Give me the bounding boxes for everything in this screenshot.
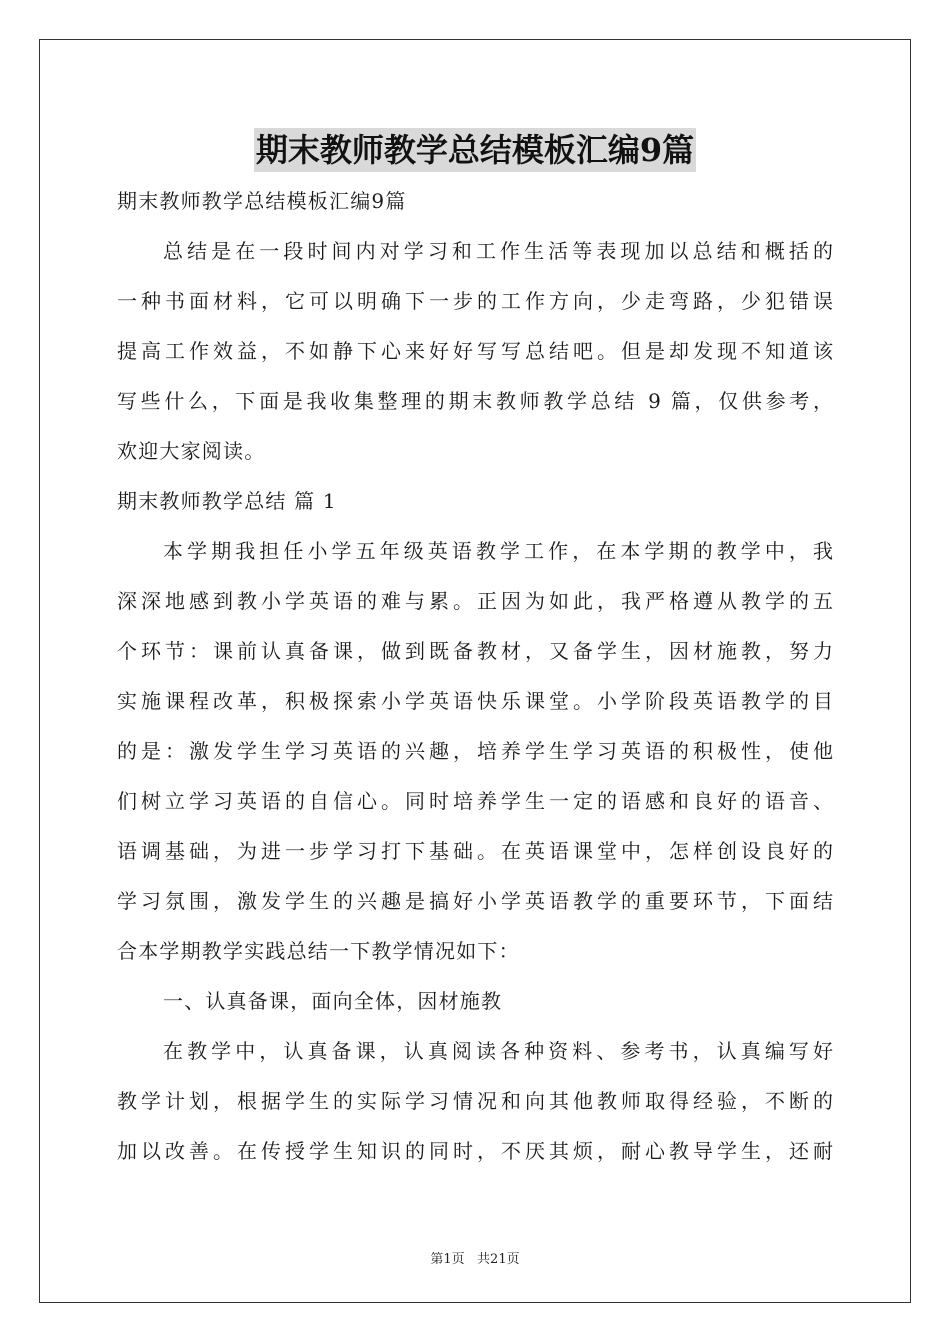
text-line: 在教学中，认真备课，认真阅读各种资料、参考书，认真编写好 [163, 1039, 833, 1063]
text-line: 加以改善。在传授学生知识的同时，不厌其烦，耐心教导学生，还耐 [117, 1139, 833, 1163]
text-line: 一、认真备课，面向全体，因材施教 [163, 989, 503, 1013]
text-line: 期末教师教学总结模板汇编9篇 [117, 189, 407, 213]
text-line: 的是：激发学生学习英语的兴趣，培养学生学习英语的积极性，使他 [117, 739, 833, 763]
text-line: 合本学期教学实践总结一下教学情况如下： [117, 939, 520, 963]
text-line: 写些什么，下面是我收集整理的期末教师教学总结 9 篇，仅供参考， [117, 389, 833, 413]
page-footer [0, 1248, 950, 1267]
text-line: 一种书面材料，它可以明确下一步的工作方向，少走弯路，少犯错误 [117, 289, 833, 313]
text-line: 学习氛围，激发学生的兴趣是搞好小学英语教学的重要环节，下面结 [117, 889, 833, 913]
text-line: 语调基础，为进一步学习打下基础。在英语课堂中，怎样创设良好的 [117, 839, 833, 863]
text-line: 个环节：课前认真备课，做到既备教材，又备学生，因材施教，努力 [117, 639, 833, 663]
text-line: 们树立学习英语的自信心。同时培养学生一定的语感和良好的语音、 [117, 789, 833, 813]
text-line: 本学期我担任小学五年级英语教学工作，在本学期的教学中，我 [163, 539, 833, 563]
title-wrap [117, 128, 833, 172]
text-line: 教学计划，根据学生的实际学习情况和向其他教师取得经验，不断的 [117, 1089, 833, 1113]
text-line: 实施课程改革，积极探索小学英语快乐课堂。小学阶段英语教学的目 [117, 689, 833, 713]
text-line: 期末教师教学总结 篇 1 [117, 489, 337, 513]
text-line: 总结是在一段时间内对学习和工作生活等表现加以总结和概括的 [163, 239, 833, 263]
page-number: 第1页 共21页 [430, 1252, 520, 1267]
text-line: 深深地感到教小学英语的难与累。正因为如此，我严格遵从教学的五 [117, 589, 833, 613]
document-title: 期末教师教学总结模板汇编9篇 [254, 128, 696, 172]
text-lines [117, 176, 833, 1176]
text-line: 提高工作效益，不如静下心来好好写写总结吧。但是却发现不知道该 [117, 339, 833, 363]
text-line: 欢迎大家阅读。 [117, 439, 266, 463]
